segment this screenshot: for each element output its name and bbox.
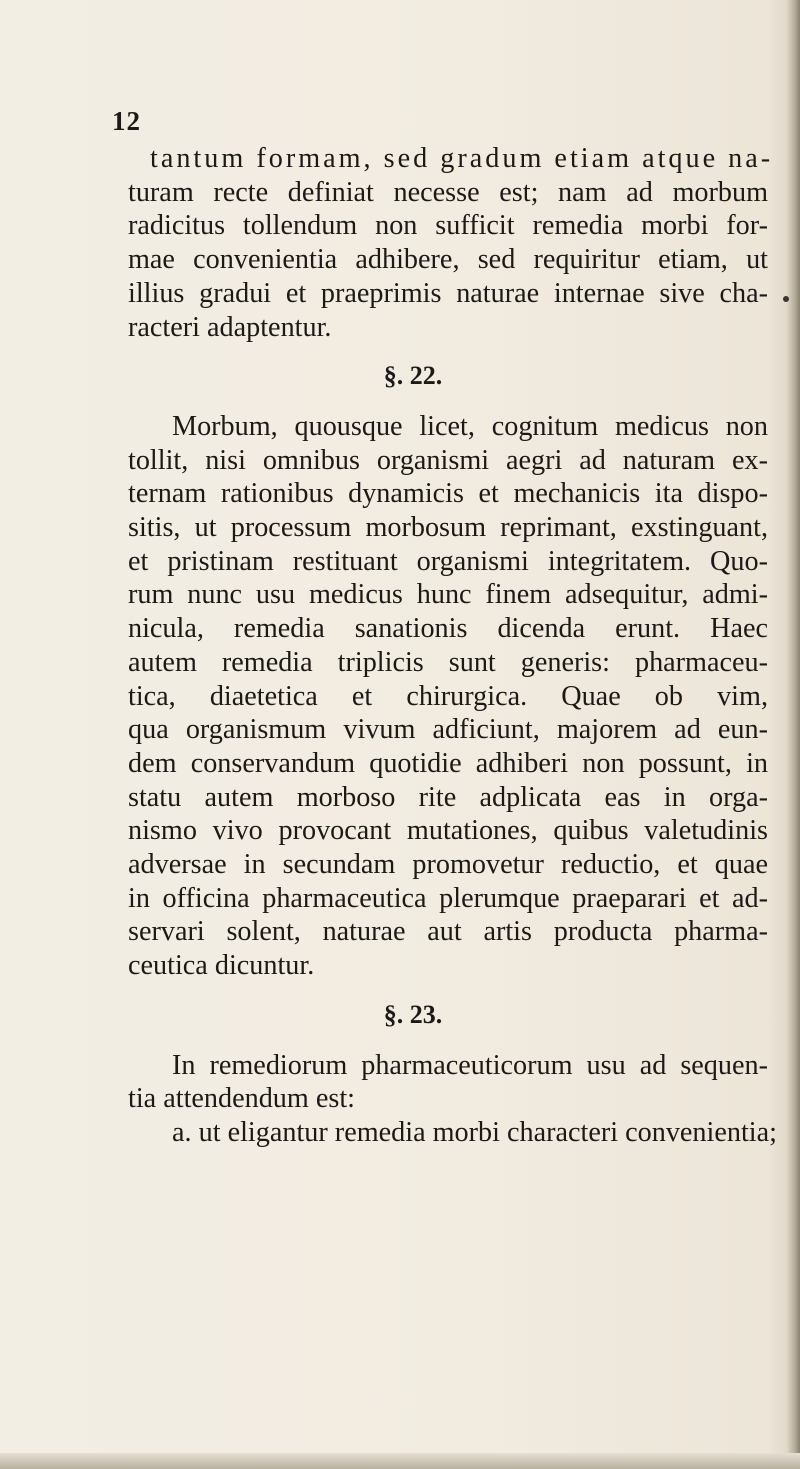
text-line: nicula, remedia sanationis dicenda erunt. Haec xyxy=(128,613,768,645)
body-text xyxy=(128,142,777,1150)
text-line: illius gradui et praeprimis naturae internae sive cha- xyxy=(128,277,768,309)
text-line: in officina pharmaceutica plerumque praeparari et ad- xyxy=(128,882,768,914)
text-line: tia attendendum est: xyxy=(128,1083,356,1115)
text-line: dem conservandum quotidie adhiberi non possunt, in xyxy=(128,747,768,779)
text-line: rum nunc usu medicus hunc finem adsequitur, admi- xyxy=(128,579,768,611)
text-line: a. ut eligantur remedia morbi characteri convenientia; xyxy=(172,1116,777,1148)
page-number: 12 xyxy=(112,106,141,136)
text-line: Morbum, quousque licet, cognitum medicus non xyxy=(172,410,768,442)
text-line: statu autem morboso rite adplicata eas in orga- xyxy=(128,781,768,813)
section-heading-23: §. 23. xyxy=(383,999,443,1029)
text-line: mae convenientia adhibere, sed requiritur etiam, ut xyxy=(128,244,768,276)
text-line: autem remedia triplicis sunt generis: pharmaceu- xyxy=(128,646,768,678)
page-bottom-edge xyxy=(0,1453,800,1469)
text-line: servari solent, naturae aut artis producta pharma- xyxy=(128,916,768,948)
section-heading-22: §. 22. xyxy=(383,361,443,391)
text-line: turam recte definiat necesse est; nam ad morbum xyxy=(128,176,768,208)
page-edge-shadow xyxy=(786,0,800,1469)
text-line: ceutica dicuntur. xyxy=(128,950,315,982)
ink-speck xyxy=(783,296,789,302)
text-line: racteri adaptentur. xyxy=(128,311,332,343)
text-line: adversae in secundam promovetur reductio, et quae xyxy=(128,849,768,881)
text-line: tica, diaetetica et chirurgica. Quae ob vim, xyxy=(128,680,768,712)
text-line: tantum formam, sed gradum etiam atque na- xyxy=(150,143,774,174)
text-line: nismo vivo provocant mutationes, quibus valetudinis xyxy=(128,815,768,847)
text-line: sitis, ut processum morbosum reprimant, exstinguant, xyxy=(128,512,768,544)
text-line: tollit, nisi omnibus organismi aegri ad naturam ex- xyxy=(128,444,768,476)
text-line: ternam rationibus dynamicis et mechanicis ita dispo- xyxy=(128,478,768,510)
text-line: qua organismum vivum adficiunt, majorem ad eun- xyxy=(128,714,768,746)
text-line: In remediorum pharmaceuticorum usu ad sequen- xyxy=(172,1049,768,1081)
text-line: radicitus tollendum non sufficit remedia morbi for- xyxy=(128,210,768,242)
text-line: et pristinam restituant organismi integritatem. Quo- xyxy=(128,545,768,577)
